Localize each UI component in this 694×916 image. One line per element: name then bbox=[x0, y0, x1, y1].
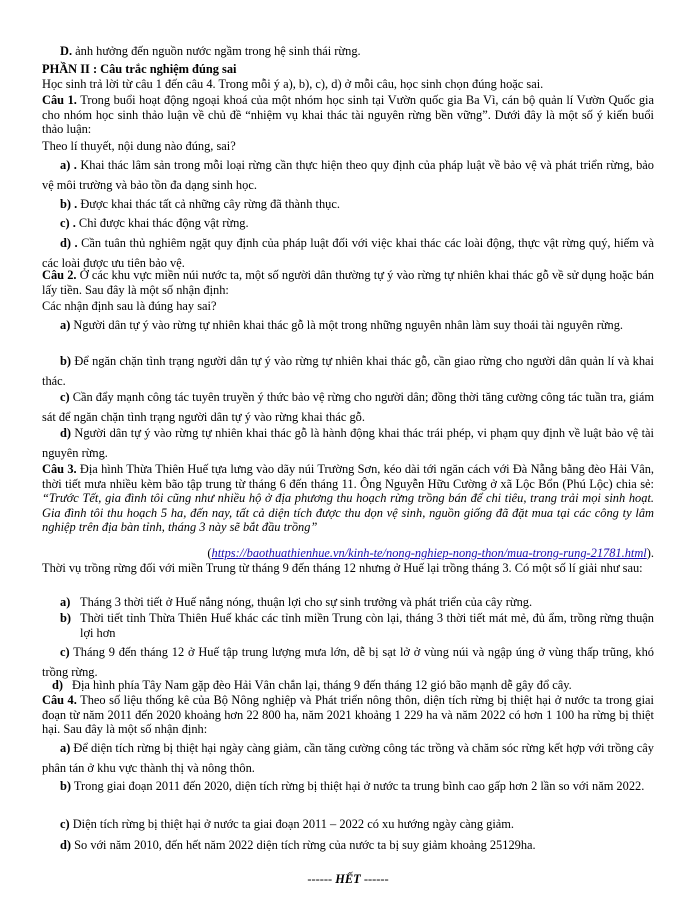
question-4-option-b: b) Trong giai đoạn 2011 đến 2020, diện tích rừng bị thiệt hại ở nước ta trung bình cao gấp hơn 2 lần so với năm 2022. bbox=[60, 779, 645, 793]
part-2-title: PHẦN II : Câu trắc nghiệm đúng sai bbox=[42, 62, 237, 76]
question-3-option-d: d) Địa hình phía Tây Nam gặp đèo Hải Vân chắn lại, tháng 9 đến tháng 12 gió bão mạnh dễ gây đổ cây. bbox=[52, 678, 572, 692]
question-2-option-b: b) Để ngăn chặn tình trạng người dân tự ý vào rừng tự nhiên khai thác gỗ, cần giao rừng cho người dân quản lí và khai thác. bbox=[42, 354, 654, 388]
question-1-option-a: a) . Khai thác lâm sản trong mỗi loại rừng cần thực hiện theo quy định của pháp luật về bảo vệ và phát triển rừng, bảo vệ môi trường và bảo tồn đa dạng sinh học. bbox=[42, 158, 654, 192]
question-text: Địa hình Thừa Thiên Huế tựa lưng vào dãy núi Trường Sơn, kéo dài tới ngăn cách với Đà Nẵng bằng đèo Hải Vân, thời tiết mưa nhiều kèm bão tập trung từ tháng 6 đến tháng 11. Ông Nguyễn Hữu Cường ở xã Lộc Bổn (Phú Lộc) chia sẻ: bbox=[42, 462, 654, 491]
question-4-stem bbox=[42, 693, 654, 737]
question-label: Câu 2. bbox=[42, 268, 77, 282]
question-2-option-a: a) Người dân tự ý vào rừng tự nhiên khai thác gỗ là một trong những nguyên nhân làm suy thoái tài nguyên rừng. bbox=[60, 318, 624, 332]
question-label: Câu 3. bbox=[42, 462, 77, 476]
source-link[interactable]: https://baothuathienhue.vn/kinh-te/nong-nghiep-nong-thon/mua-trong-rung-21781.html bbox=[211, 546, 647, 560]
question-2-stem bbox=[42, 268, 654, 297]
question-text: Ở các khu vực miền núi nước ta, một số người dân thường tự ý vào rừng tự nhiên khai thác gỗ về sử dụng hoặc bán lấy tiền. Sau đây là một số nhận định: bbox=[42, 268, 654, 297]
question-3-option-a: a) Tháng 3 thời tiết ở Huế nắng nóng, thuận lợi cho sự sinh trưởng và phát triển của cây rừng. bbox=[60, 595, 533, 609]
previous-question-option-d bbox=[42, 44, 654, 59]
question-label: Câu 4. bbox=[42, 693, 77, 707]
question-1-stem bbox=[42, 93, 654, 137]
question-label: Câu 1. bbox=[42, 93, 77, 107]
question-3-prompt: Thời vụ trồng rừng đối với miền Trung từ tháng 9 đến tháng 12 nhưng ở Huế lại trồng tháng 3. Có một số lí giải như sau: bbox=[42, 561, 643, 575]
question-2-prompt: Các nhận định sau là đúng hay sai? bbox=[42, 299, 217, 313]
question-3-option-c: c) Tháng 9 đến tháng 12 ở Huế tập trung lượng mưa lớn, dễ bị sạt lở ở vùng núi và ngập úng ở vùng thấp trũng, khó trồng rừng. bbox=[42, 645, 654, 679]
question-text: Theo số liệu thống kê của Bộ Nông nghiệp và Phát triển nông thôn, diện tích rừng bị thiệt hại ở nước ta trong giai đoạn từ năm 2011 đến 2020 khoảng hơn 22 800 ha, năm 2021 khoảng 1 229 ha và năm 2022 có hơn 1 100 ha rừng bị thiệt hại. Sau đây là một số nhận định: bbox=[42, 693, 654, 737]
question-4-option-a: a) Để diện tích rừng bị thiệt hại ngày càng giảm, cần tăng cường công tác trồng và chăm sóc rừng kết hợp với trồng cây phân tán ở khu vực thành thị và nông thôn. bbox=[42, 741, 654, 775]
option-text: ảnh hưởng đến nguồn nước ngầm trong hệ sinh thái rừng. bbox=[72, 44, 361, 58]
end-marker: ------ HẾT ------ bbox=[307, 872, 389, 886]
question-2-option-c: c) Cần đẩy mạnh công tác tuyên truyền ý thức bảo vệ rừng cho người dân; đồng thời tăng cường công tác tuần tra, giám sát để ngăn chặn tình trạng người dân tự ý vào rừng khai thác gỗ. bbox=[42, 390, 654, 424]
question-3-stem bbox=[42, 462, 654, 535]
question-3-source: (https://baothuathienhue.vn/kinh-te/nong-nghiep-nong-thon/mua-trong-rung-21781.html). bbox=[207, 546, 654, 560]
option-label: D. bbox=[60, 44, 73, 58]
part-2-instruction: Học sinh trả lời từ câu 1 đến câu 4. Trong mỗi ý a), b), c), d) ở mỗi câu, học sinh chọn đúng hoặc sai. bbox=[42, 77, 544, 91]
question-1-option-c: c) . Chỉ được khai thác động vật rừng. bbox=[60, 216, 249, 230]
question-text: Trong buổi hoạt động ngoại khoá của một nhóm học sinh tại Vườn quốc gia Ba Vì, cán bộ quản lí Vườn Quốc gia cho nhóm học sinh thảo luận về chủ đề “nhiệm vụ khai thác tài nguyên rừng bền vững”. Dưới đây là một số ý kiến buổi thảo luận: bbox=[42, 93, 654, 137]
question-1-prompt: Theo lí thuyết, nội dung nào đúng, sai? bbox=[42, 139, 236, 153]
question-3-quote: “Trước Tết, gia đình tôi cũng như nhiều hộ ở địa phương thu hoạch rừng trồng bán để chi tiêu, trang trải mọi sinh hoạt. Gia đình tôi thu hoạch 5 ha, đến nay, tất cả diện tích được thu dọn vệ sinh, nguồn giống đã đặt mua tại các công ty lâm nghiệp trên địa bàn tỉnh, tháng 3 này sẽ bắt đầu trồng” bbox=[42, 491, 654, 535]
question-1-option-d: d) . Cần tuân thủ nghiêm ngặt quy định của pháp luật đối với việc khai thác các loài động, thực vật rừng quý, hiếm và các loài được ưu tiên bảo vệ. bbox=[42, 236, 655, 270]
question-2-option-d: d) Người dân tự ý vào rừng tự nhiên khai thác gỗ là hành động khai thác trái phép, vi phạm quy định về luật bảo vệ tài nguyên rừng. bbox=[42, 426, 654, 460]
question-4-option-d: d) So với năm 2010, đến hết năm 2022 diện tích rừng của nước ta bị suy giảm khoảng 25129ha. bbox=[60, 838, 536, 852]
exam-page: D. ảnh hưởng đến nguồn nước ngầm trong hệ sinh thái rừng. PHẦN II : Câu trắc nghiệm đúng sai Học sinh trả lời từ câu 1 đến câu 4. Trong mỗi ý a), b), c), d) ở mỗi câu, học sinh chọn đúng hoặc sai. Câu 1. Trong buổi hoạt động ngoại khoá của một nhóm học sinh tại Vườn quốc gia Ba Vì, cán bộ quản lí Vườn Quốc gia cho nhóm học sinh thảo luận về chủ đề “nhiệm vụ khai thác tài nguyên rừng bền vững”. Dưới đây là một số ý kiến buổi thảo luận: Theo lí thuyết, nội dung nào đúng, sai? a) . Khai thác lâm sản trong mỗi loại rừng cần thực hiện theo quy định của pháp luật về bảo vệ và phát triển rừng, bảo vệ môi trường và bảo tồn đa dạng sinh học. b) . Được khai thác tất cả những cây rừng đã thành thục. c) . Chỉ được khai thác động vật rừng. d) . Cần tuân thủ nghiêm ngặt quy định của pháp luật đối với việc khai thác các loài động, thực vật rừng quý, hiếm và các loài được ưu tiên bảo vệ. Câu 2. Ở các khu vực miền núi nước ta, một số người dân thường tự ý vào rừng tự nhiên khai thác gỗ về sử dụng hoặc bán lấy tiền. Sau đây là một số nhận định: Các nhận định sau là đúng hay sai? a) Người dân tự ý vào rừng tự nhiên khai thác gỗ là một trong những nguyên nhân làm suy thoái tài nguyên rừng. b) Để ngăn chặn tình trạng người dân tự ý vào rừng tự nhiên khai thác gỗ, cần giao rừng cho người dân quản lí và khai thác. c) Cần đẩy mạnh công tác tuyên truyền ý thức bảo vệ rừng cho người dân; đồng thời tăng cường công tác tuần tra, giám sát để ngăn chặn tình trạng người dân tự ý vào rừng khai thác gỗ. d) Người dân tự ý vào rừng tự nhiên khai thác gỗ là hành động khai thác trái phép, vi phạm quy định về luật bảo vệ tài nguyên rừng. Câu 3. Địa hình Thừa Thiên Huế tựa lưng vào dãy núi Trường Sơn, kéo dài tới ngăn cách với Đà Nẵng bằng đèo Hải Vân, thời tiết mưa nhiều kèm bão tập trung từ tháng 6 đến tháng 11. Ông Nguyễn Hữu Cường ở xã Lộc Bổn (Phú Lộc) chia sẻ: “Trước Tết, gia đình tôi cũng như nhiều hộ ở địa phương thu hoạch rừng trồng bán để chi tiêu, trang trải mọi sinh hoạt. Gia đình tôi thu hoạch 5 ha, đến nay, tất cả diện tích được thu dọn vệ sinh, nguồn giống đã đặt mua tại các công ty lâm nghiệp trên địa bàn tỉnh, tháng 3 này sẽ bắt đầu trồng” (https://baothuathienhue.vn/kinh-te/nong-nghiep-nong-thon/mua-trong-rung-21781.html). Thời vụ trồng rừng đối với miền Trung từ tháng 9 đến tháng 12 nhưng ở Huế lại trồng tháng 3. Có một số lí giải như sau: a) Tháng 3 thời tiết ở Huế nắng nóng, thuận lợi cho sự sinh trưởng và phát triển của cây rừng. b) Thời tiết tỉnh Thừa Thiên Huế khác các tỉnh miền Trung còn lại, tháng 3 thời tiết mát mẻ, đủ ẩm, trồng rừng thuận lợi hơn c) Tháng 9 đến tháng 12 ở Huế tập trung lượng mưa lớn, dễ bị sạt lở ở vùng núi và ngập úng ở vùng thấp trũng, khó trồng rừng. d) Địa hình phía Tây Nam gặp đèo Hải Vân chắn lại, tháng 9 đến tháng 12 gió bão mạnh dễ gây đổ cây. Câu 4. Theo số liệu thống kê của Bộ Nông nghiệp và Phát triển nông thôn, diện tích rừng bị thiệt hại ở nước ta trong giai đoạn từ năm 2011 đến 2020 khoảng hơn 22 800 ha, năm 2021 khoảng 1 229 ha và năm 2022 có hơn 1 100 ha rừng bị thiệt hại. Sau đây là một số nhận định: a) Để diện tích rừng bị thiệt hại ngày càng giảm, cần tăng cường công tác trồng và chăm sóc rừng kết hợp với trồng cây phân tán ở khu vực thành thị và nông thôn. b) Trong giai đoạn 2011 đến 2020, diện tích rừng bị thiệt hại ở nước ta trung bình cao gấp hơn 2 lần so với năm 2022. c) Diện tích rừng bị thiệt hại ở nước ta giai đoạn 2011 – 2022 có xu hướng ngày càng giảm. d) So với năm 2010, đến hết năm 2022 diện tích rừng của nước ta bị suy giảm khoảng 25129ha. ------ HẾT ------ bbox=[42, 44, 655, 886]
question-4-option-c: c) Diện tích rừng bị thiệt hại ở nước ta giai đoạn 2011 – 2022 có xu hướng ngày càng giảm. bbox=[60, 817, 514, 831]
question-1-option-b: b) . Được khai thác tất cả những cây rừng đã thành thục. bbox=[60, 197, 340, 211]
